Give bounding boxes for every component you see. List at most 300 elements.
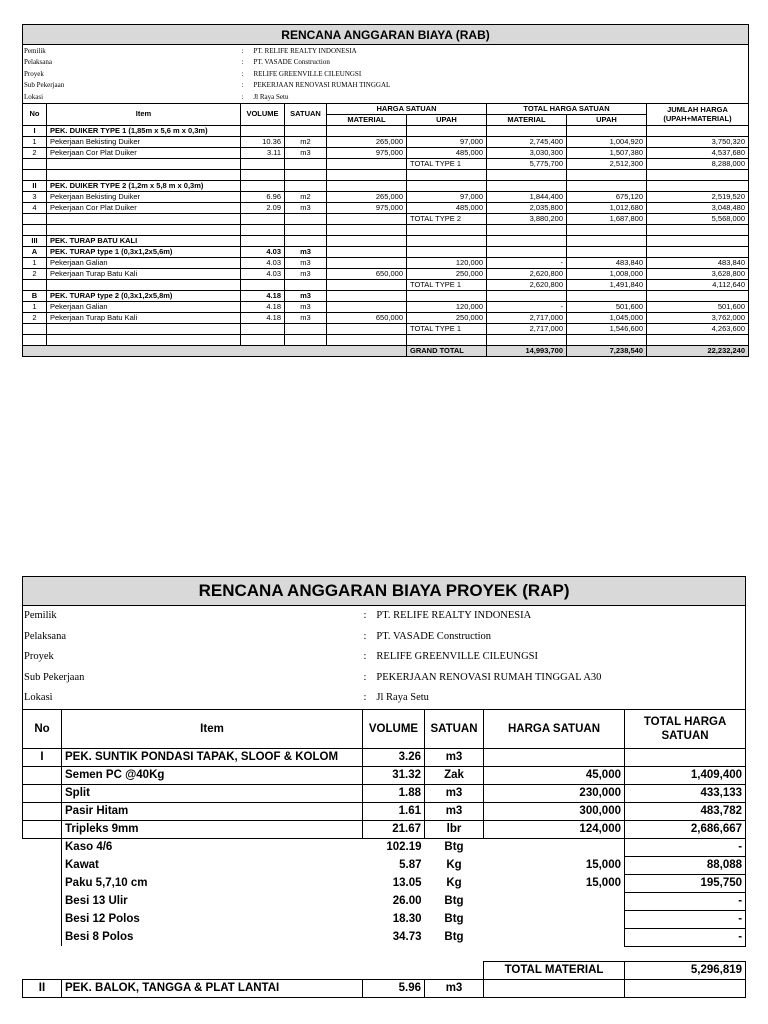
- rab-cell-satuan: m3: [285, 202, 327, 213]
- rap-cell-satuan: Kg: [446, 859, 462, 871]
- rap-cell-total-harga-satuan: -: [625, 928, 746, 946]
- rab-info-colon: :: [241, 58, 244, 67]
- rab-cell-total-upah: 1,491,840: [567, 279, 647, 290]
- rap-row: [23, 856, 746, 874]
- rab-info-row: [23, 57, 749, 69]
- rab-cell-satuan: [285, 224, 327, 235]
- rab-info-label: Pelaksana: [23, 57, 241, 69]
- rab-cell-item: PEK. DUIKER TYPE 1 (1,85m x 5,6 m x 0,3m): [47, 125, 241, 136]
- rab-cell-item: Pekerjaan Galian: [47, 301, 241, 312]
- rab-row: [23, 301, 749, 312]
- rab-cell-no: 3: [23, 191, 47, 202]
- rab-cell-volume: [241, 323, 285, 334]
- rab-cell-harga-material: [327, 169, 407, 180]
- rap-cell-harga-satuan: 124,000: [484, 820, 625, 838]
- rab-cell-volume: 4.18: [241, 301, 285, 312]
- rab-info-value-cell: [241, 68, 749, 80]
- rap-cell-total-harga-satuan: -: [625, 910, 746, 928]
- rab-cell-no: [23, 279, 47, 290]
- rab-cell-item: [47, 213, 241, 224]
- rab-header-jumlah-harga: JUMLAH HARGA (UPAH+MATERIAL): [647, 103, 749, 125]
- rab-cell-total-upah: 675,120: [567, 191, 647, 202]
- rab-header-material-total: MATERIAL: [487, 114, 567, 125]
- rab-cell-total-upah: [567, 235, 647, 246]
- rap-info-colon: :: [363, 610, 367, 622]
- rap-cell-total-harga-satuan: 2,686,667: [625, 820, 746, 838]
- rap-cell-item: Besi 12 Polos: [62, 910, 363, 928]
- rap-cell-no: [23, 928, 62, 946]
- rab-cell-harga-upah: [407, 224, 487, 235]
- rab-cell-harga-material: [327, 290, 407, 301]
- rab-cell-item: Pekerjaan Turap Batu Kali: [47, 312, 241, 323]
- rab-cell-volume: [241, 279, 285, 290]
- rap-cell-total-harga-satuan: -: [625, 838, 746, 856]
- rab-grand-total-jumlah: 22,232,240: [647, 345, 749, 356]
- rab-cell-satuan: [285, 180, 327, 191]
- rab-cell-no: A: [23, 246, 47, 257]
- rab-cell-no: 1: [23, 301, 47, 312]
- rap-row: [23, 784, 746, 802]
- rap-cell-total-harga-satuan: 433,133: [625, 784, 746, 802]
- rab-cell-satuan: m3: [285, 312, 327, 323]
- rab-cell-jumlah: [647, 125, 749, 136]
- rap-cell-no: [23, 838, 62, 856]
- rap-cell-no: [23, 784, 62, 802]
- rab-cell-satuan: m3: [285, 246, 327, 257]
- rap-cell-item: Besi 13 Ulir: [62, 892, 363, 910]
- rab-row: [23, 279, 749, 290]
- rab-cell-harga-material: 265,000: [327, 136, 407, 147]
- rab-cell-volume: 4.18: [241, 312, 285, 323]
- rab-cell-no: I: [23, 125, 47, 136]
- rap-info-value-cell: [363, 688, 746, 709]
- rab-cell-harga-upah: TOTAL TYPE 2: [407, 213, 487, 224]
- rap-cell-total-harga-satuan: 195,750: [625, 874, 746, 892]
- rab-cell-satuan: m3: [285, 147, 327, 158]
- rab-cell-jumlah: [647, 180, 749, 191]
- rab-cell-total-material: [487, 334, 567, 345]
- rab-info-colon: :: [241, 69, 244, 78]
- rab-cell-item: Pekerjaan Galian: [47, 257, 241, 268]
- rab-cell-total-upah: 483,840: [567, 257, 647, 268]
- rab-cell-volume: [241, 169, 285, 180]
- rap-cell-satuan: Zak: [425, 766, 484, 784]
- rap-info-value-cell: [363, 627, 746, 648]
- rap-cell-item: Kawat: [62, 856, 363, 874]
- rab-info-value: RELIFE GREENVILLE CILEUNGSI: [253, 69, 362, 78]
- rab-cell-total-material: 1,844,400: [487, 191, 567, 202]
- rab-cell-harga-upah: 485,000: [407, 202, 487, 213]
- rab-cell-item: Pekerjaan Bekisting Duiker: [47, 191, 241, 202]
- rab-cell-volume: 10.36: [241, 136, 285, 147]
- rab-cell-harga-upah: [407, 334, 487, 345]
- rab-cell-no: [23, 169, 47, 180]
- rab-header-harga-satuan: HARGA SATUAN: [327, 103, 487, 114]
- rap-info-colon: :: [363, 692, 367, 704]
- rap-cell-volume: 31.32: [363, 766, 425, 784]
- rap-cell-harga-satuan: [484, 892, 625, 910]
- rab-cell-jumlah: [647, 290, 749, 301]
- rap-cell-item: Split: [62, 784, 363, 802]
- rap-cell-harga-satuan: [484, 838, 625, 856]
- rap-next-volume: 5.96: [363, 979, 425, 997]
- rap-spacer: [23, 946, 746, 961]
- rap-info-label: Proyek: [23, 647, 363, 668]
- rab-info-row: [23, 45, 749, 57]
- rab-cell-volume: [241, 125, 285, 136]
- rab-cell-total-upah: [567, 169, 647, 180]
- rab-cell-harga-upah: 97,000: [407, 191, 487, 202]
- rab-cell-harga-upah: 97,000: [407, 136, 487, 147]
- rab-cell-total-material: [487, 180, 567, 191]
- rap-total-material-label: TOTAL MATERIAL: [484, 961, 625, 979]
- rab-header-upah: UPAH: [407, 114, 487, 125]
- rab-cell-satuan: m3: [285, 257, 327, 268]
- rap-cell-no: [23, 856, 62, 874]
- rab-cell-satuan: [285, 158, 327, 169]
- rab-cell-total-upah: 1,012,680: [567, 202, 647, 213]
- rap-cell-volume: 3.26: [363, 748, 425, 766]
- rap-cell-total-harga-satuan: -: [625, 892, 746, 910]
- rab-title: RENCANA ANGGARAN BIAYA (RAB): [23, 25, 749, 45]
- rap-header-harga-satuan: HARGA SATUAN: [484, 709, 625, 748]
- rab-cell-item: [47, 158, 241, 169]
- rab-row: [23, 268, 749, 279]
- rab-cell-no: 2: [23, 312, 47, 323]
- rab-cell-satuan: m3: [285, 268, 327, 279]
- rab-row: [23, 246, 749, 257]
- rab-cell-volume: [241, 180, 285, 191]
- rab-cell-harga-material: [327, 235, 407, 246]
- rab-cell-jumlah: 3,628,800: [647, 268, 749, 279]
- rap-row: [23, 928, 746, 946]
- rab-cell-item: Pekerjaan Turap Batu Kali: [47, 268, 241, 279]
- rab-header-item: Item: [47, 103, 241, 125]
- rap-info-value-cell: [363, 668, 746, 689]
- rap-next-no: II: [23, 979, 62, 997]
- rab-row: [23, 125, 749, 136]
- rab-row: [23, 312, 749, 323]
- rab-cell-satuan: [285, 279, 327, 290]
- rab-cell-jumlah: 4,112,640: [647, 279, 749, 290]
- rab-info-value-cell: [241, 45, 749, 57]
- rab-cell-total-material: [487, 224, 567, 235]
- rab-cell-volume: 4.03: [241, 268, 285, 279]
- rab-cell-satuan: [285, 213, 327, 224]
- rab-info-value: PEKERJAAN RENOVASI RUMAH TINGGAL: [253, 81, 391, 90]
- rab-grand-total-material: 14,993,700: [487, 345, 567, 356]
- rab-cell-no: [23, 213, 47, 224]
- rab-cell-harga-material: [327, 246, 407, 257]
- rap-cell-volume: 102.19: [386, 841, 422, 854]
- rab-cell-total-upah: [567, 125, 647, 136]
- rab-cell-harga-upah: 120,000: [407, 301, 487, 312]
- rab-cell-total-upah: 2,512,300: [567, 158, 647, 169]
- rab-grand-total-label: GRAND TOTAL: [407, 345, 487, 356]
- rab-cell-satuan: m2: [285, 191, 327, 202]
- rab-cell-satuan: [285, 169, 327, 180]
- rab-cell-volume: [241, 235, 285, 246]
- rab-info-label: Lokasi: [23, 91, 241, 103]
- rap-info-row: [23, 688, 746, 709]
- rab-cell-item: PEK. TURAP BATU KALI: [47, 235, 241, 246]
- rab-info-value: PT. VASADE Construction: [253, 58, 330, 67]
- rab-cell-harga-material: [327, 279, 407, 290]
- rab-cell-harga-upah: [407, 125, 487, 136]
- rab-info-label: Pemilik: [23, 45, 241, 57]
- rap-info-value: RELIFE GREENVILLE CILEUNGSI: [376, 651, 538, 663]
- rap-cell-harga-satuan: 45,000: [484, 766, 625, 784]
- rab-cell-no: 2: [23, 147, 47, 158]
- rab-cell-satuan: m3: [285, 290, 327, 301]
- rab-grand-total-upah: 7,238,540: [567, 345, 647, 356]
- rab-cell-jumlah: 4,263,600: [647, 323, 749, 334]
- rab-cell-volume: [241, 213, 285, 224]
- rab-row: [23, 202, 749, 213]
- rab-info: [23, 45, 749, 104]
- rab-cell-satuan: [285, 334, 327, 345]
- rap-header-satuan: SATUAN: [425, 709, 484, 748]
- rab-cell-harga-upah: TOTAL TYPE 1: [407, 279, 487, 290]
- rap-info-row: [23, 668, 746, 689]
- rab-info-colon: :: [241, 81, 244, 90]
- rab-body: [23, 125, 749, 345]
- rab-row: [23, 180, 749, 191]
- rab-cell-volume: 4.03: [241, 257, 285, 268]
- rap-table: [22, 576, 746, 998]
- rap-cell-satuan: Btg: [444, 841, 464, 854]
- rap-cell-item: Tripleks 9mm: [62, 820, 363, 838]
- rab-cell-volume: [241, 224, 285, 235]
- rab-cell-volume: 2.09: [241, 202, 285, 213]
- rap-cell-no: [23, 892, 62, 910]
- rap-info-colon: :: [363, 671, 367, 683]
- rab-cell-total-material: 2,620,800: [487, 268, 567, 279]
- rap-cell-satuan: m3: [425, 748, 484, 766]
- rap-cell-volume: 13.05: [392, 877, 422, 889]
- rap-info-label: Pemilik: [23, 606, 363, 627]
- rab-cell-no: 2: [23, 268, 47, 279]
- rab-cell-total-material: -: [487, 301, 567, 312]
- rab-cell-total-material: 2,717,000: [487, 312, 567, 323]
- rab-cell-total-upah: 1,507,380: [567, 147, 647, 158]
- rap-cell-satuan: Btg: [444, 913, 464, 925]
- rab-cell-no: [23, 158, 47, 169]
- rap-next-item: PEK. BALOK, TANGGA & PLAT LANTAI: [62, 979, 363, 997]
- rab-cell-jumlah: [647, 224, 749, 235]
- rap-cell-volume: 34.73: [392, 931, 422, 943]
- rab-cell-total-material: 3,880,200: [487, 213, 567, 224]
- rab-header-total-harga-satuan: TOTAL HARGA SATUAN: [487, 103, 647, 114]
- rab-info-value-cell: [241, 57, 749, 69]
- rab-cell-harga-material: [327, 213, 407, 224]
- rab-cell-item: [47, 169, 241, 180]
- rab-cell-total-upah: 1,008,000: [567, 268, 647, 279]
- rab-cell-item: Pekerjaan Cor Plat Duiker: [47, 202, 241, 213]
- rab-cell-item: PEK. TURAP type 2 (0,3x1,2x5,8m): [47, 290, 241, 301]
- rap-info-row: [23, 647, 746, 668]
- rab-cell-jumlah: 3,048,480: [647, 202, 749, 213]
- rab-cell-item: [47, 224, 241, 235]
- rab-cell-item: PEK. TURAP type 1 (0,3x1,2x5,6m): [47, 246, 241, 257]
- rap-cell-total-harga-satuan: [625, 748, 746, 766]
- rab-row: [23, 224, 749, 235]
- rab-info-value: PT. RELIFE REALTY INDONESIA: [253, 46, 357, 55]
- rab-cell-jumlah: 4,537,680: [647, 147, 749, 158]
- rab-cell-harga-material: 265,000: [327, 191, 407, 202]
- rap-row: [23, 874, 746, 892]
- rab-cell-harga-upah: 485,000: [407, 147, 487, 158]
- rab-cell-total-upah: 501,600: [567, 301, 647, 312]
- rap-row: [23, 892, 746, 910]
- rab-info-value: Jl Raya Setu: [253, 92, 289, 101]
- rab-cell-jumlah: 3,750,320: [647, 136, 749, 147]
- rab-info-value-cell: [241, 91, 749, 103]
- rap-info-value: PT. RELIFE REALTY INDONESIA: [376, 610, 532, 622]
- rap-cell-volume: 26.00: [392, 895, 422, 907]
- rap-cell-total-harga-satuan: 1,409,400: [625, 766, 746, 784]
- rab-cell-no: III: [23, 235, 47, 246]
- rab-cell-harga-material: 650,000: [327, 268, 407, 279]
- rab-cell-harga-material: [327, 334, 407, 345]
- rap-info-label: Sub Pekerjaan: [23, 668, 363, 689]
- rap-info-colon: :: [363, 630, 367, 642]
- rab-info-row: [23, 91, 749, 103]
- rap-cell-volume: 1.88: [363, 784, 425, 802]
- rab-cell-satuan: m2: [285, 136, 327, 147]
- rab-cell-jumlah: [647, 334, 749, 345]
- rap-header-volume: VOLUME: [363, 709, 425, 748]
- rab-cell-total-material: 5,775,700: [487, 158, 567, 169]
- rap-cell-harga-satuan: 230,000: [484, 784, 625, 802]
- rab-cell-harga-material: 975,000: [327, 147, 407, 158]
- rab-row: [23, 334, 749, 345]
- rab-cell-jumlah: [647, 169, 749, 180]
- rap-total-material-spacer: [23, 961, 484, 979]
- rab-table: [22, 24, 749, 357]
- rab-cell-jumlah: 8,288,000: [647, 158, 749, 169]
- rab-row: [23, 290, 749, 301]
- rap-cell-no: I: [23, 748, 62, 766]
- rap-row: [23, 748, 746, 766]
- rab-row: [23, 235, 749, 246]
- rap-cell-no: [23, 820, 62, 838]
- rab-info-row: [23, 68, 749, 80]
- rap-header-no: No: [23, 709, 62, 748]
- rab-cell-no: [23, 334, 47, 345]
- rab-cell-harga-upah: 250,000: [407, 268, 487, 279]
- rap-cell-total-harga-satuan: 88,088: [625, 856, 746, 874]
- rab-info-row: [23, 80, 749, 92]
- rab-cell-total-material: [487, 290, 567, 301]
- rab-cell-harga-upah: 250,000: [407, 312, 487, 323]
- rap-cell-harga-satuan: [484, 910, 625, 928]
- rab-cell-volume: [241, 158, 285, 169]
- rab-info-label: Proyek: [23, 68, 241, 80]
- rap-info-value-cell: [363, 606, 746, 627]
- rab-cell-volume: 3.11: [241, 147, 285, 158]
- rap-body: [23, 748, 746, 946]
- rab-cell-harga-material: [327, 180, 407, 191]
- rap-header-total-harga-satuan: TOTAL HARGA SATUAN: [625, 709, 746, 748]
- rap-row: [23, 838, 746, 856]
- rap-cell-harga-satuan: [484, 928, 625, 946]
- rap-cell-volume: 21.67: [363, 820, 425, 838]
- rab-cell-no: 1: [23, 136, 47, 147]
- rab-cell-volume: 4.03: [241, 246, 285, 257]
- rap-header-item: Item: [62, 709, 363, 748]
- rab-cell-harga-material: [327, 301, 407, 312]
- rab-cell-jumlah: 501,600: [647, 301, 749, 312]
- rab-cell-volume: 4.18: [241, 290, 285, 301]
- rap-cell-satuan: lbr: [425, 820, 484, 838]
- rab-info-value-cell: [241, 80, 749, 92]
- rap-cell-harga-satuan: 300,000: [484, 802, 625, 820]
- rab-cell-total-upah: 1,687,800: [567, 213, 647, 224]
- rap-info-label: Pelaksana: [23, 627, 363, 648]
- rab-cell-total-upah: [567, 334, 647, 345]
- rap-cell-no: [23, 766, 62, 784]
- rab-cell-satuan: [285, 323, 327, 334]
- rab-cell-total-material: 2,717,000: [487, 323, 567, 334]
- rap-next-harga: [484, 979, 625, 997]
- rap-cell-item: Paku 5,7,10 cm: [62, 874, 363, 892]
- rab-cell-harga-material: [327, 158, 407, 169]
- rab-grand-total-spacer: [23, 345, 407, 356]
- rab-cell-harga-material: 650,000: [327, 312, 407, 323]
- rap-row: [23, 766, 746, 784]
- rap-cell-no: [23, 910, 62, 928]
- rab-cell-harga-upah: TOTAL TYPE 1: [407, 158, 487, 169]
- rap-cell-satuan: m3: [425, 802, 484, 820]
- rab-cell-total-material: [487, 125, 567, 136]
- rap-cell-item: Kaso 4/6: [62, 838, 363, 856]
- rap-cell-volume: 1.61: [363, 802, 425, 820]
- rap-info: [23, 606, 746, 710]
- rab-cell-total-material: [487, 169, 567, 180]
- rap-cell-satuan: Kg: [446, 877, 462, 889]
- rap-cell-volume: 5.87: [399, 859, 422, 871]
- rab-row: [23, 323, 749, 334]
- rab-cell-volume: 6.96: [241, 191, 285, 202]
- rab-cell-jumlah: 2,519,520: [647, 191, 749, 202]
- rap-cell-harga-satuan: 15,000: [585, 859, 621, 871]
- rap-info-colon: :: [363, 651, 367, 663]
- rap-cell-satuan: Btg: [444, 895, 464, 907]
- rap-info-value-cell: [363, 647, 746, 668]
- rap-cell-total-harga-satuan: 483,782: [625, 802, 746, 820]
- rap-cell-no: [23, 874, 62, 892]
- rap-cell-satuan: Btg: [444, 931, 464, 943]
- rab-cell-harga-material: [327, 323, 407, 334]
- rab-header-material: MATERIAL: [327, 114, 407, 125]
- rab-row: [23, 136, 749, 147]
- rab-cell-total-material: 2,745,400: [487, 136, 567, 147]
- rap-total-material-value: 5,296,819: [625, 961, 746, 979]
- rab-header-upah-total: UPAH: [567, 114, 647, 125]
- rab-cell-harga-upah: TOTAL TYPE 1: [407, 323, 487, 334]
- rap-row: [23, 910, 746, 928]
- rap-info-label: Lokasi: [23, 688, 363, 709]
- rab-cell-total-material: 2,035,800: [487, 202, 567, 213]
- rap-info-value: PT. VASADE Construction: [376, 630, 492, 642]
- rab-cell-item: [47, 323, 241, 334]
- rab-header-satuan: SATUAN: [285, 103, 327, 125]
- rab-cell-harga-upah: [407, 169, 487, 180]
- rab-row: [23, 191, 749, 202]
- rab-cell-total-material: [487, 246, 567, 257]
- rap-info-row: [23, 606, 746, 627]
